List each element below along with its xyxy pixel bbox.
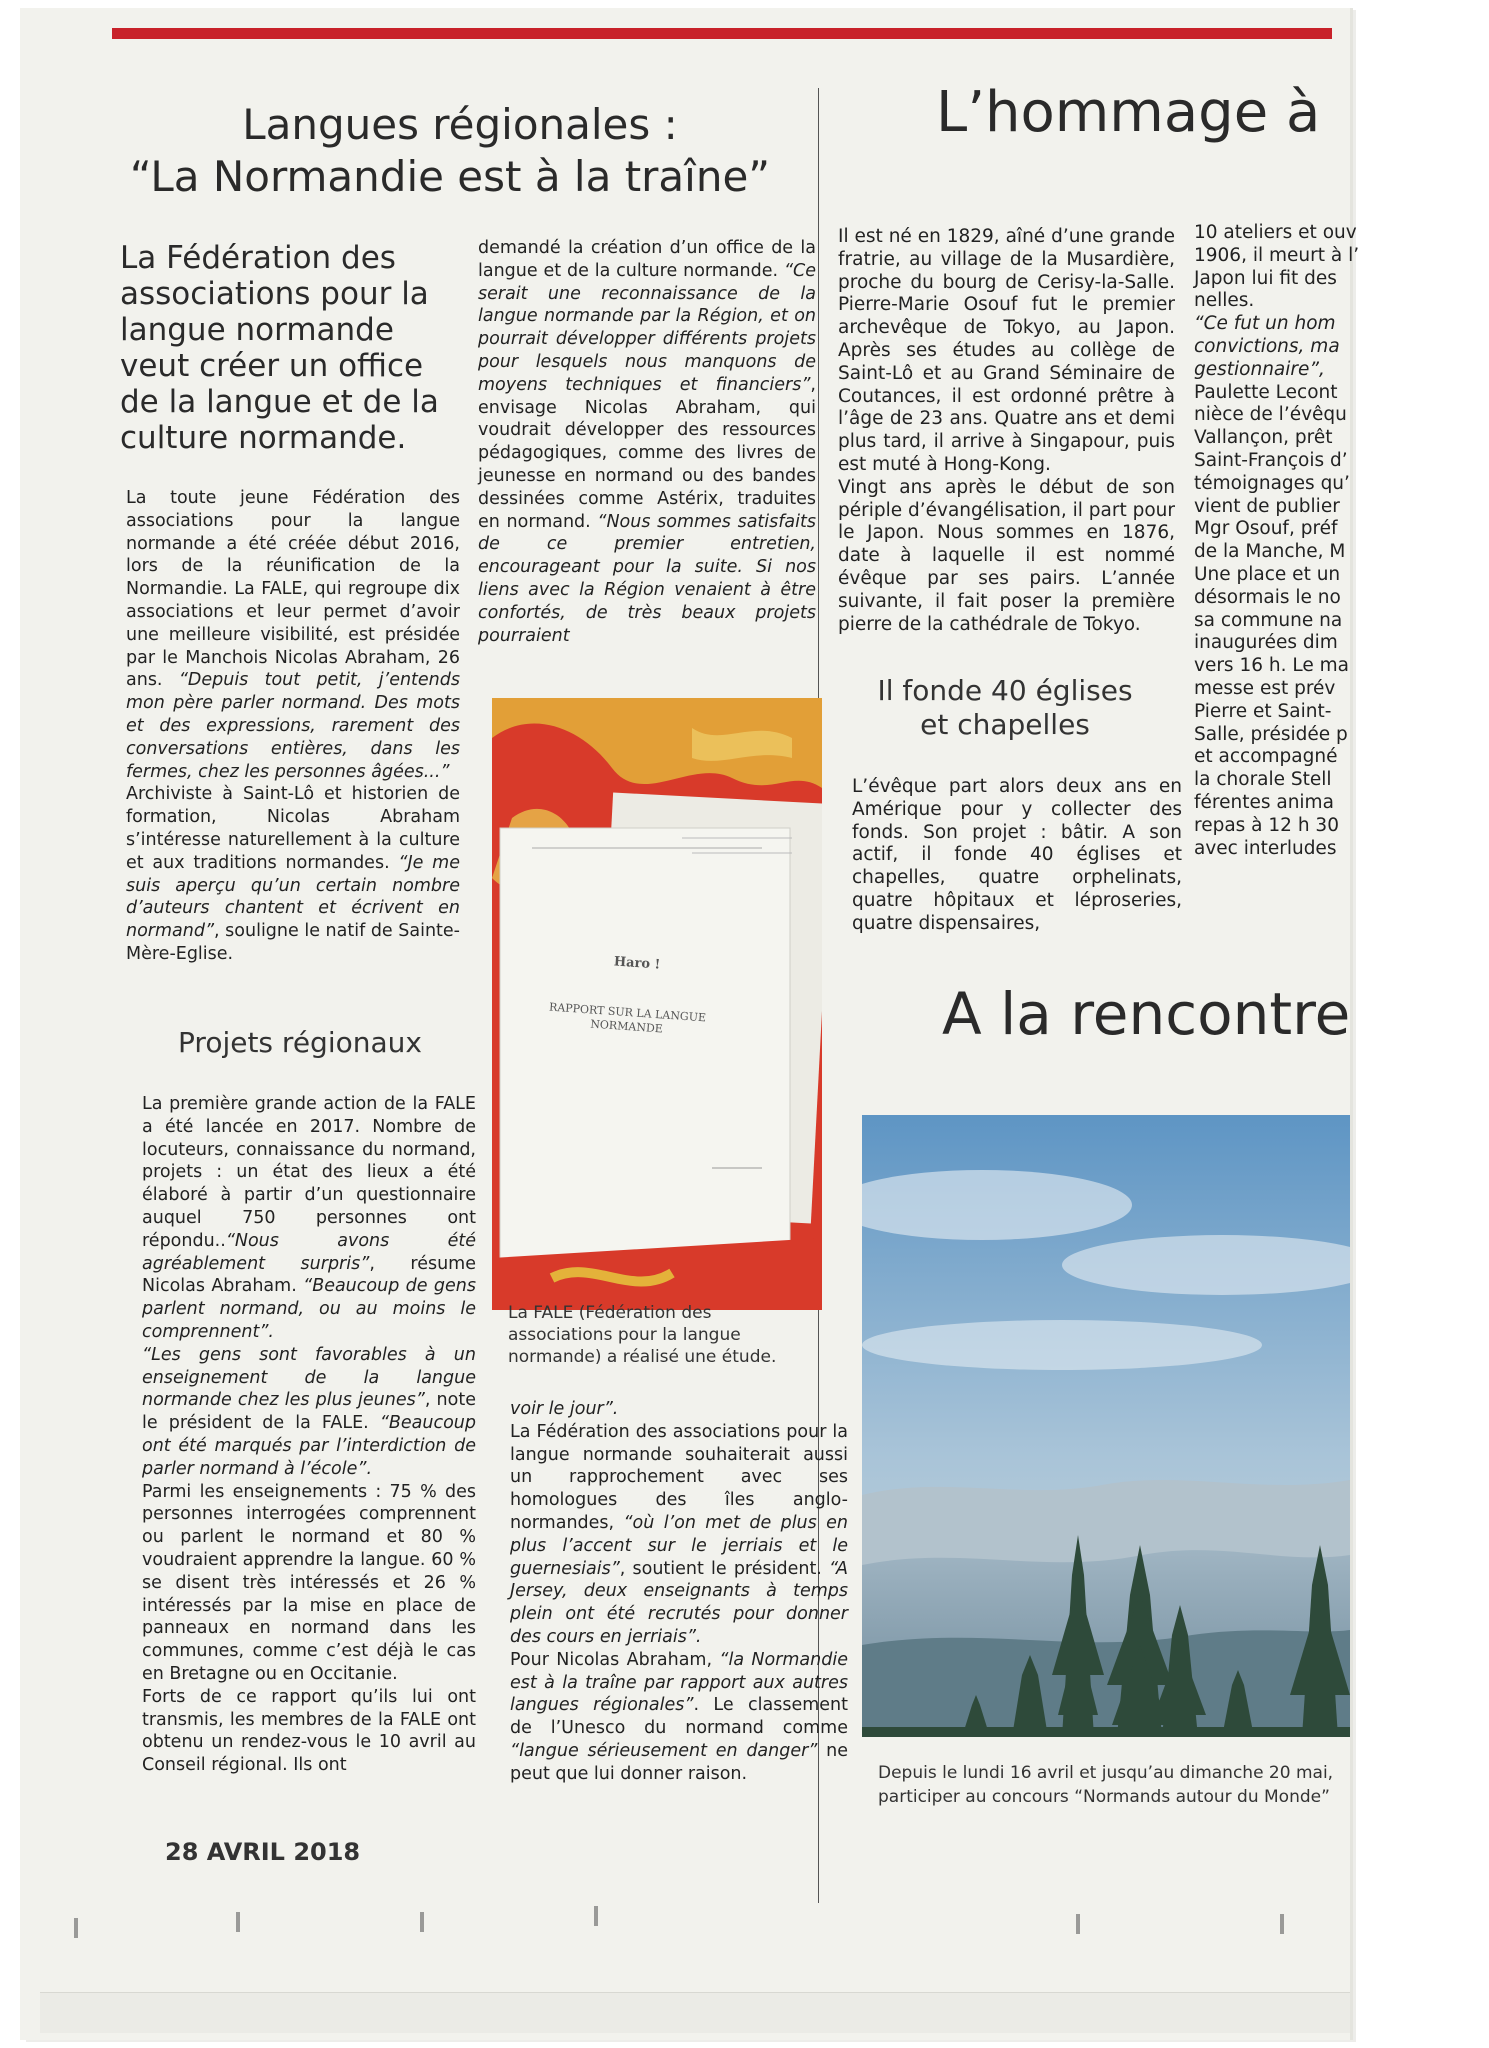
paragraph: Il est né en 1829, aîné d’une grande fratrie, au village de la Musardière, proche du bourg de Cerisy-la-Salle. Pierre-Marie Osouf fut le premier archevêque de Tokyo, au Japon. Après ses études au collège de Saint-Lô et au Grand Séminaire de Coutances, il est ordonné prêtre à l’âge de 23 ans. Quatre ans et demi plus tard, il arrive à Singapour, puis est muté à Hong-Kong. <box>838 226 1175 475</box>
bottom-caption-clip <box>876 1762 1358 1816</box>
article-lede: La Fédération des associations pour la langue normande veut créer un office de la langue et de la culture normande. <box>120 240 439 456</box>
right-article-column-2-line: “Ce fut un hom <box>1194 313 1336 335</box>
article-column-1-continued <box>142 1093 476 1777</box>
right-article-column-2-line: Mgr Osouf, préf <box>1194 518 1338 540</box>
right-article-column-2-line: témoignages qu’ <box>1194 472 1350 494</box>
quote: “Ce serait une reconnaissance de la langue normande par la Région, et on pourrait développer différents projets pour lesquels nous manquons de moyens techniques et financiers” <box>478 260 816 395</box>
right-article-column-2-line: Salle, présidée p <box>1194 723 1348 745</box>
binding-mark <box>236 1912 240 1932</box>
paragraph: . Le classement de l’Unesco du normand comme <box>510 1695 848 1739</box>
right-article-column-2-line: messe est prév <box>1194 677 1336 699</box>
article-title-line2: “La Normandie est à la traîne” <box>129 152 771 201</box>
article-column-2-continued <box>510 1398 848 1786</box>
red-header-rule <box>112 28 1332 39</box>
paragraph: Parmi les enseignements : 75 % des personnes interrogées comprennent ou parlent le normand et 80 % voudraient apprendre la langue. 60 % se disent très intéressés et 26 % intéressés par la mise en place de panneaux en normand dans les communes, comme c’est déjà le cas en Bretagne ou en Occitanie. <box>142 1481 476 1684</box>
paragraph: La toute jeune Fédération des associations pour la langue normande a été créée début 2016, lors de la réunification de la Normandie. La FALE, qui regroupe dix associations et leur permet d’avoir une meilleure visibilité, est présidée par le Manchois Nicolas Abraham, 26 ans. <box>126 488 460 691</box>
binding-mark <box>1076 1914 1080 1934</box>
right-article-column-2-line: Saint-François d’ <box>1194 449 1348 471</box>
quote: “Nous avons été agréablement surpris” <box>142 1230 476 1274</box>
photo-caption: La FALE (Fédération des associations pour la langue normande) a réalisé une étude. <box>508 1303 777 1367</box>
paper-fold-edge <box>40 1992 1350 2033</box>
right-article-column-2-line: convictions, ma <box>1194 335 1340 357</box>
right-article-title-clip <box>930 80 1345 160</box>
quote: “où l’on met de plus en plus l’accent sur le jerriais et le guernesiais” <box>510 1512 848 1579</box>
right-article-column-2-line: désormais le no <box>1194 586 1341 608</box>
article-title-line1: Langues régionales : <box>242 100 678 149</box>
quote: “Beaucoup ont été marqués par l’interdiction de parler normand à l’école”. <box>142 1413 476 1479</box>
right-article-column-2-line: 1906, il meurt à l’ <box>1194 244 1360 266</box>
quote: “Beaucoup de gens parlent normand, ou au moins le comprennent”. <box>142 1276 476 1342</box>
right-article-column-2-line: sa commune na <box>1194 609 1343 631</box>
report-title: Haro ! <box>613 954 661 973</box>
binding-mark <box>594 1906 598 1926</box>
right-article-column-2-line: Une place et un <box>1194 563 1341 585</box>
binding-mark <box>1280 1914 1284 1934</box>
bottom-article-title-clip <box>930 980 1360 1060</box>
right-article-column-1-continued <box>852 776 1182 936</box>
mountain-landscape-photo <box>862 1115 1350 1737</box>
right-article-column-2-line: repas à 12 h 30 <box>1194 814 1339 836</box>
quote: “Les gens sont favorables à un enseignement de la langue normande chez les plus jeunes” <box>142 1344 476 1411</box>
binding-mark <box>74 1918 78 1938</box>
right-article-column-2-line: Vallançon, prêt <box>1194 427 1333 449</box>
quote: “Depuis tout petit, j’entends mon père parler normand. Des mots et des expressions, rarement des conversations entières, dans les fermes, chez les personnes âgées...” <box>126 670 460 782</box>
article-column-2 <box>478 237 816 647</box>
right-article-column-2-line: la chorale Stell <box>1194 769 1332 791</box>
right-article-title: L’hommage à <box>936 80 1321 145</box>
paragraph: , envisage Nicolas Abraham, qui voudrait développer des ressources pédagogiques, comme des livres de jeunesse en normand ou des bandes dessinées comme Astérix, traduites en normand. <box>478 374 816 532</box>
paragraph: La Fédération des associations pour la langue normande souhaiterait aussi un rapprochement avec ses homologues des îles anglo-normandes, <box>510 1421 848 1533</box>
right-article-column-2-line: Pierre et Saint- <box>1194 700 1332 722</box>
quote: voir le jour”. <box>510 1399 619 1419</box>
right-article-column-2-line: vers 16 h. Le ma <box>1194 655 1349 677</box>
issue-date: 28 AVRIL 2018 <box>165 1838 361 1866</box>
right-article-column-2-line: nièce de l’évêqu <box>1194 404 1347 426</box>
report-subtitle: RAPPORT SUR LA LANGUE NORMANDE <box>548 1000 707 1036</box>
paragraph: , soutient le président. <box>619 1558 830 1579</box>
quote: “langue sérieusement en danger” <box>510 1740 818 1761</box>
paragraph: , note le président de la FALE. <box>142 1390 476 1434</box>
right-article-column-2-clip <box>1190 222 1360 912</box>
right-article-column-2-line: férentes anima <box>1194 791 1334 813</box>
right-article-column-2-line: inaugurées dim <box>1194 632 1338 654</box>
quote: “Je me suis aperçu qu’un certain nombre d’auteurs chantent et écrivent en normand” <box>126 852 460 942</box>
right-article-column-2-line: Paulette Lecont <box>1194 381 1338 403</box>
quote: “la Normandie est à la traîne par rapport aux autres langues régionales” <box>510 1649 848 1716</box>
bottom-photo-caption-line1: Depuis le lundi 16 avril et jusqu’au dimanche 20 mai, <box>878 1763 1334 1783</box>
paragraph: Forts de ce rapport qu’ils lui ont transmis, les membres de la FALE ont obtenu un rendez-vous le 10 avril au Conseil régional. Ils ont <box>142 1686 476 1776</box>
quote: “A Jersey, deux enseignants à temps plein ont été recrutés pour donner des cours en jerriais”. <box>510 1558 848 1647</box>
right-article-column-1 <box>838 226 1175 636</box>
right-article-column-2-line: nelles. <box>1194 290 1255 312</box>
right-article-column-2-line: Japon lui fit des <box>1194 267 1337 289</box>
paragraph: ne peut que lui donner raison. <box>510 1740 848 1784</box>
article-column-1 <box>126 487 460 966</box>
paragraph: Archiviste à Saint-Lô et historien de formation, Nicolas Abraham s’intéresse naturellement à la culture et aux traditions normandes. <box>126 784 460 873</box>
paragraph: L’évêque part alors deux ans en Amérique pour y collecter des fonds. Son projet : bâtir. A son actif, il fonde 40 églises et chapelles, quatre orphelinats, quatre hôpitaux et léproseries, quatre dispensaires, <box>852 776 1182 934</box>
landscape-illustration <box>862 1115 1350 1737</box>
bottom-photo-caption-line2: participer au concours “Normands autour du Monde” <box>878 1787 1330 1807</box>
right-article-column-2-line: 10 ateliers et ouv <box>1194 222 1357 243</box>
quote: “Nous sommes satisfaits de ce premier entretien, encourageant pour la suite. Si nos liens avec la Région venaient à être confortés, de très beaux projets pourraient <box>478 511 816 646</box>
subhead-projets-regionaux: Projets régionaux <box>178 1026 422 1059</box>
paragraph: demandé la création d’un office de la langue et de la culture normande. <box>478 238 816 281</box>
report-photo <box>492 698 822 1310</box>
right-article-column-2-line: avec interludes <box>1194 837 1337 859</box>
right-article-column-2-line: gestionnaire”, <box>1194 358 1325 380</box>
right-article-column-2-line: et accompagné <box>1194 746 1338 768</box>
paragraph: Vingt ans après le début de son périple d’évangélisation, il part pour le Japon. Nous sommes en 1876, date à laquelle il est nommé évêque par ses pairs. L’année suivante, il fait poser la première pierre de la cathédrale de Tokyo. <box>838 476 1175 635</box>
paragraph: Pour Nicolas Abraham, <box>510 1649 720 1670</box>
binding-mark <box>420 1912 424 1932</box>
paragraph: , souligne le natif de Sainte-Mère-Eglise. <box>126 921 460 964</box>
right-article-column-2-line: de la Manche, M <box>1194 541 1346 563</box>
paragraph: La première grande action de la FALE a été lancée en 2017. Nombre de locuteurs, connaissance du normand, projets : un état des lieux a été élaboré à partir d’un questionnaire auquel 750 personnes ont répondu.. <box>142 1094 476 1251</box>
bottom-article-title: A la rencontre <box>942 980 1351 1048</box>
right-article-subhead: Il fonde 40 églises et chapelles <box>877 674 1133 741</box>
right-article-column-2-line: vient de publier <box>1194 495 1340 517</box>
right-article-column-2 <box>1194 222 1360 860</box>
paragraph: , résume Nicolas Abraham. <box>142 1253 476 1297</box>
